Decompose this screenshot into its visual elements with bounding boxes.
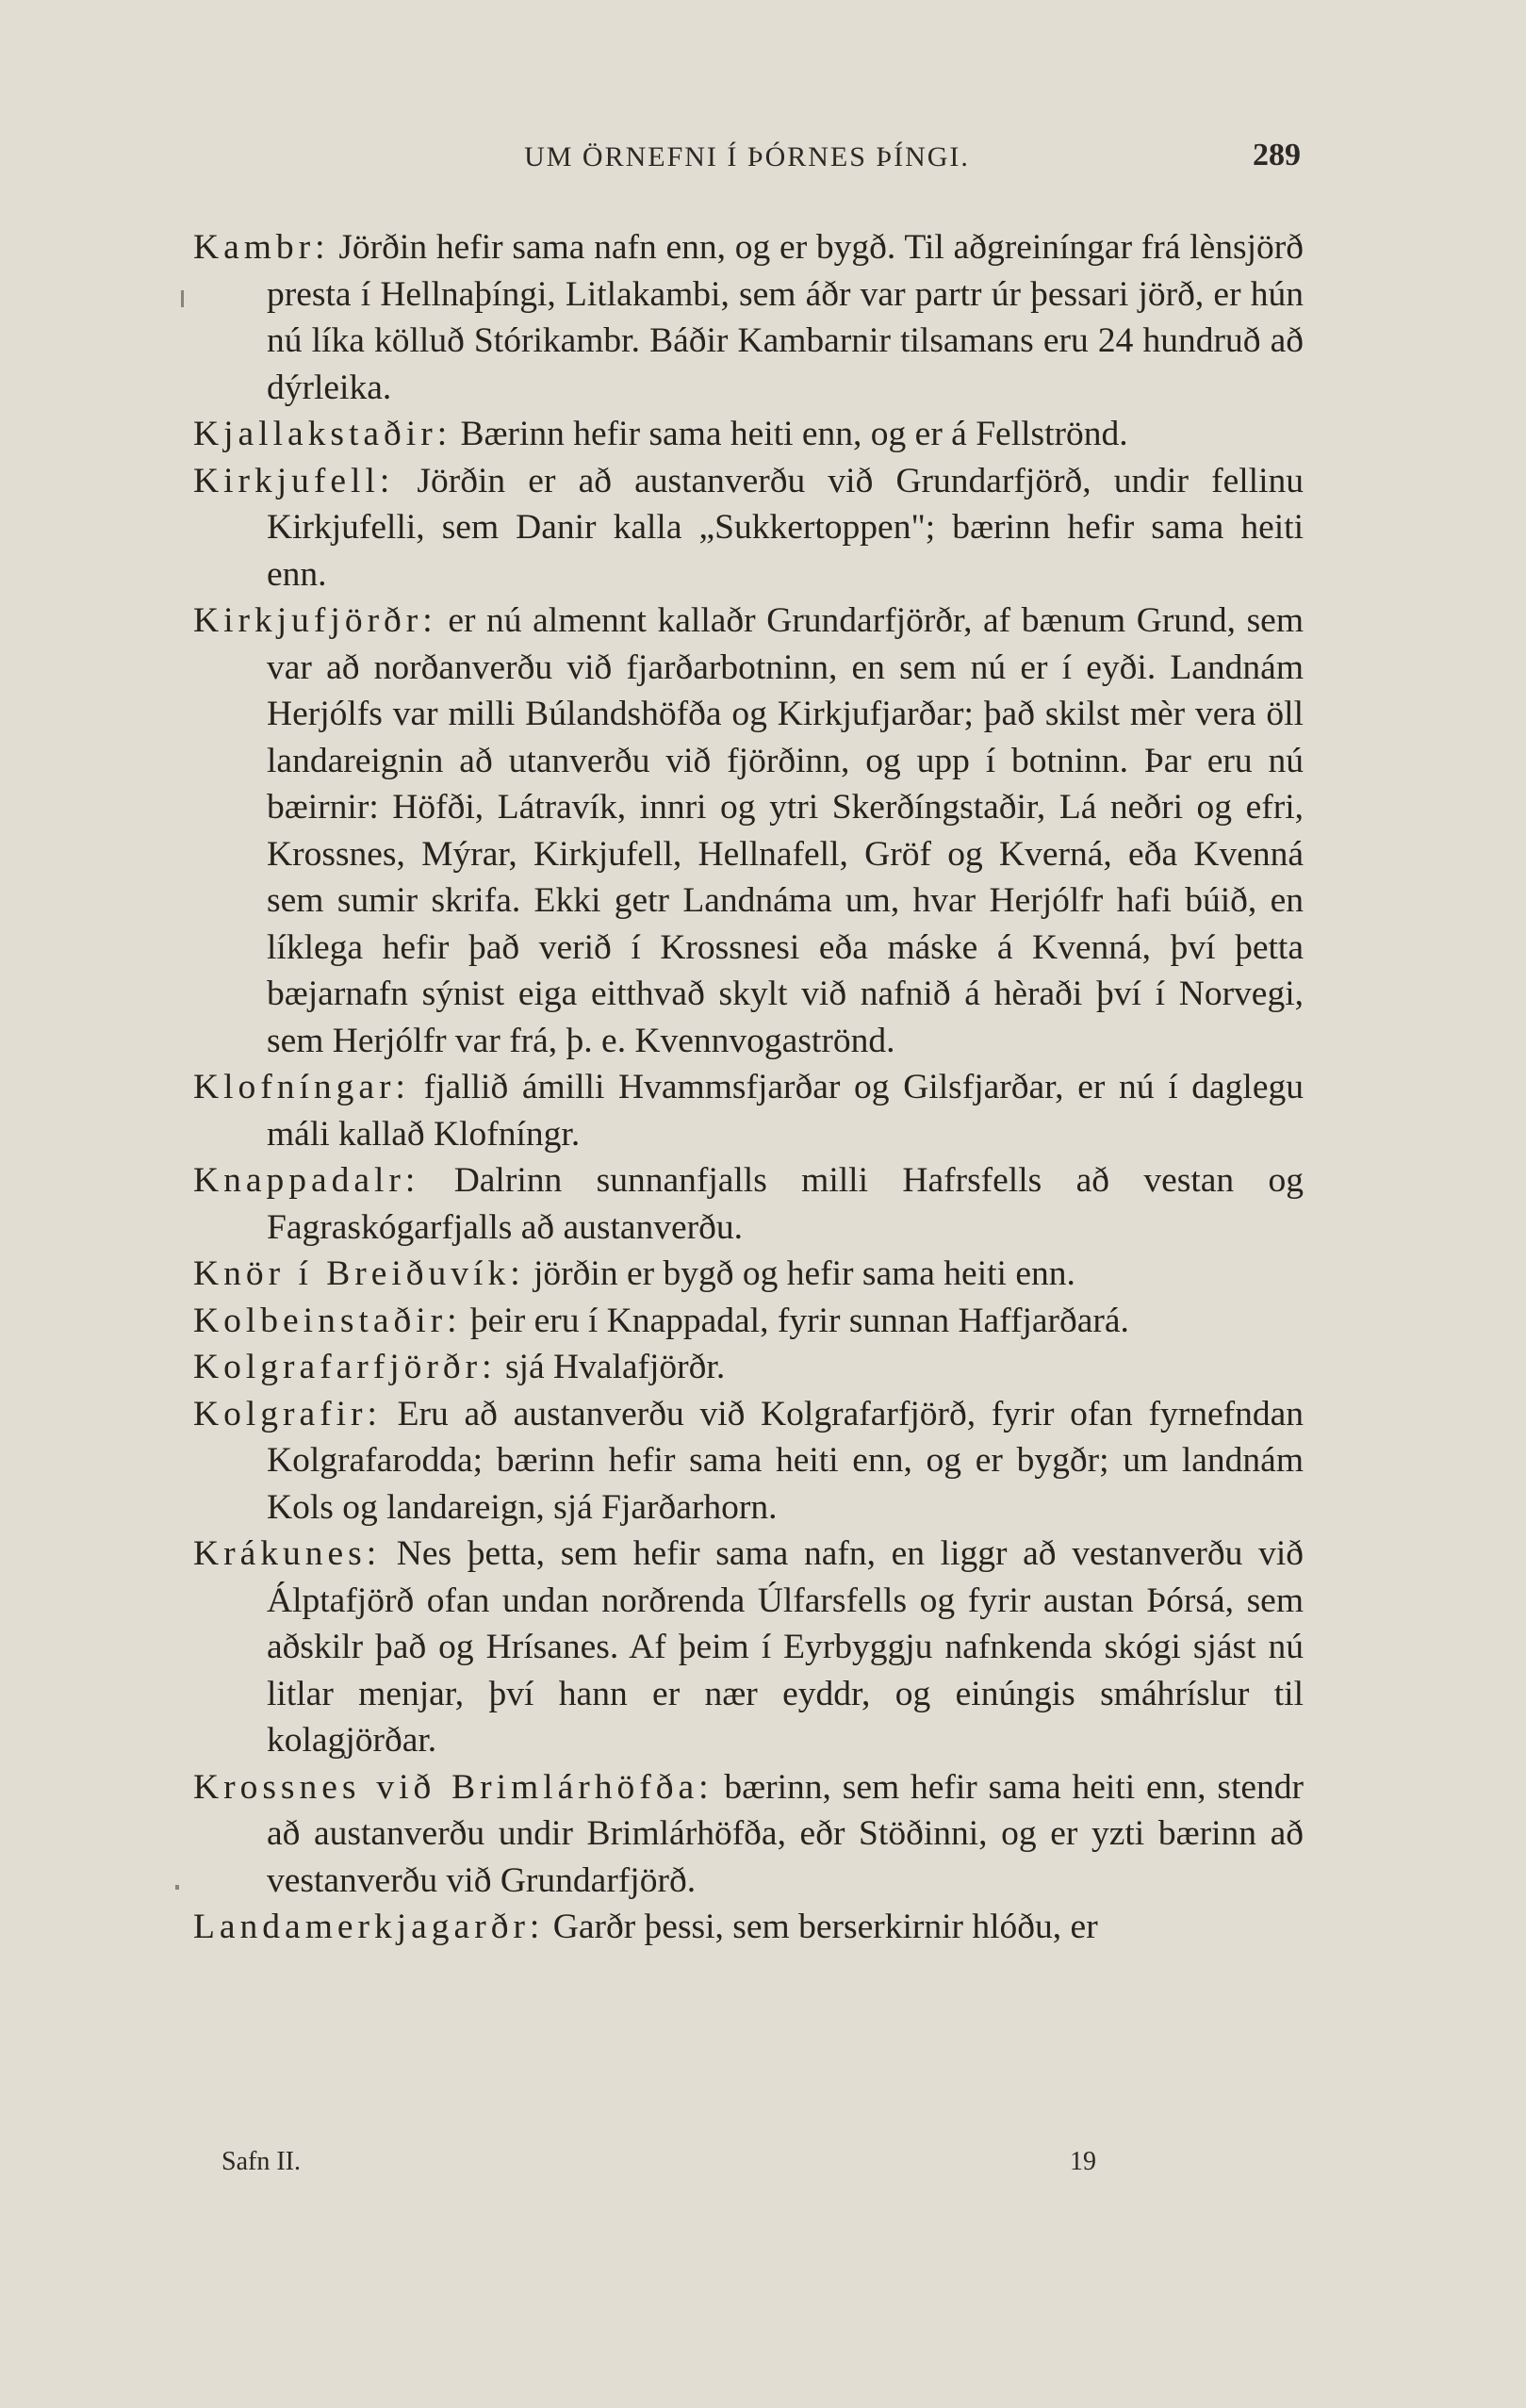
entry-headword: Klofníngar: [193, 1068, 410, 1106]
page-footer [222, 2147, 1258, 2185]
entry [193, 458, 1304, 598]
entry-text: Eru að austanverðu við Kolgrafarfjörð, fyrir ofan fyrnefndan Kolgrafarodda; bærinn hefir sama heiti enn, og er bygðr; um landnám Kols og landareign, sjá Fjarðarhorn. [267, 1394, 1304, 1527]
entry-text: Jörðin hefir sama nafn enn, og er bygð. Til aðgreiníngar frá lènsjörð presta í Hellnaþíngi, Litlakambi, sem áðr var partr úr þessari jörð, er hún nú líka kölluð Stórikambr. Báðir Kambarnir tilsamans eru 24 hundruð að dýrleika. [267, 228, 1304, 407]
entry-text: fjallið ámilli Hvammsfjarðar og Gilsfjarðar, er nú í daglegu máli kallað Klofníngr. [267, 1068, 1304, 1154]
margin-mark [175, 1885, 179, 1890]
entry-text: Jörðin er að austanverðu við Grundarfjörð, undir fellinu Kirkjufelli, sem Danir kalla „Sukkertoppen"; bærinn hefir sama heiti enn. [267, 461, 1304, 594]
entry [193, 1531, 1304, 1764]
entry-text: Dalrinn sunnanfjalls milli Hafrsfells að vestan og Fagraskógarfjalls að austanverðu. [267, 1161, 1304, 1247]
entry [193, 1251, 1304, 1298]
entry [193, 411, 1304, 458]
entry-text: sjá Hvalafjörðr. [496, 1348, 726, 1386]
entry-text: bærinn, sem hefir sama heiti enn, stendr að austanverðu undir Brimlárhöfða, eðr Stöðinni, og er yzti bærinn að vestanverðu við Grundarfjörð. [267, 1767, 1304, 1900]
entry-headword: Kolbeinstaðir: [193, 1301, 462, 1340]
entry [193, 1157, 1304, 1251]
entry [193, 598, 1304, 1064]
signature-mark: Safn II. [222, 2147, 301, 2176]
entry [193, 1064, 1304, 1157]
running-head: UM ÖRNEFNI Í ÞÓRNES ÞÍNGI. [524, 141, 970, 172]
entry [193, 1344, 1304, 1391]
entry-text: þeir eru í Knappadal, fyrir sunnan Haffjarðará. [461, 1301, 1129, 1340]
entry [193, 1391, 1304, 1532]
entry [193, 1764, 1304, 1905]
entry [193, 224, 1304, 411]
entry-headword: Kirkjufell: [193, 461, 395, 500]
page-header [193, 138, 1301, 193]
entry-headword: Kirkjufjörðr: [193, 601, 437, 640]
entry [193, 1904, 1304, 1951]
entry-headword: Kambr: [193, 228, 330, 267]
entry-headword: Krákunes: [193, 1534, 382, 1573]
entry-text: Nes þetta, sem hefir sama nafn, en liggr að vestanverðu við Álptafjörð ofan undan norðrenda Úlfarsfells og fyrir austan Þórsá, sem aðskilr það og Hrísanes. Af þeim í Eyrbyggju nafnkenda skógi sjást nú litlar menjar, því hann er nær eyddr, og einúngis smáhríslur til kolagjörðar. [267, 1534, 1304, 1760]
entry-headword: Landamerkjagarðr: [193, 1908, 545, 1946]
entry-headword: Knör í Breiðuvík: [193, 1254, 525, 1293]
entry-text: Garðr þessi, sem berserkirnir hlóðu, er [544, 1908, 1098, 1946]
entry-headword: Kjallakstaðir: [193, 415, 452, 453]
signature-number: 19 [1070, 2147, 1096, 2176]
entry-headword: Knappadalr: [193, 1161, 420, 1200]
entry-headword: Kolgrafarfjörðr: [193, 1348, 497, 1386]
entry-text: Bærinn hefir sama heiti enn, og er á Fellströnd. [451, 415, 1128, 453]
entry-headword: Krossnes við Brimlárhöfða: [193, 1767, 714, 1807]
entry-text: jörðin er bygð og hefir sama heiti enn. [524, 1254, 1075, 1293]
entry-headword: Kolgrafir: [193, 1394, 382, 1433]
dictionary-body [193, 224, 1304, 1951]
entry [193, 1298, 1304, 1345]
margin-mark [181, 290, 184, 307]
entry-text: er nú almennt kallaðr Grundarfjörðr, af bænum Grund, sem var að norðanverðu við fjarðarbotninn, en sem nú er í eyði. Landnám Herjólfs var milli Búlandshöfða og Kirkjufjarðar; það skilst mèr vera öll landareignin að utanverðu við fjörðinn, og upp í botninn. Þar eru nú bæirnir: Höfði, Látravík, innri og ytri Skerðíngstaðir, Lá neðri og efri, Krossnes, Mýrar, Kirkjufell, Hellnafell, Gröf og Kverná, eða Kvenná sem sumir skrifa. Ekki getr Landnáma um, hvar Herjólfr hafi búið, en líklega hefir það verið í Krossnesi eða máske á Kvenná, því þetta bæjarnafn sýnist eiga eitthvað skylt við nafnið á hèraði því í Norvegi, sem Herjólfr var frá, þ. e. Kvennvogaströnd. [267, 601, 1304, 1060]
page-number: 289 [1253, 138, 1301, 172]
